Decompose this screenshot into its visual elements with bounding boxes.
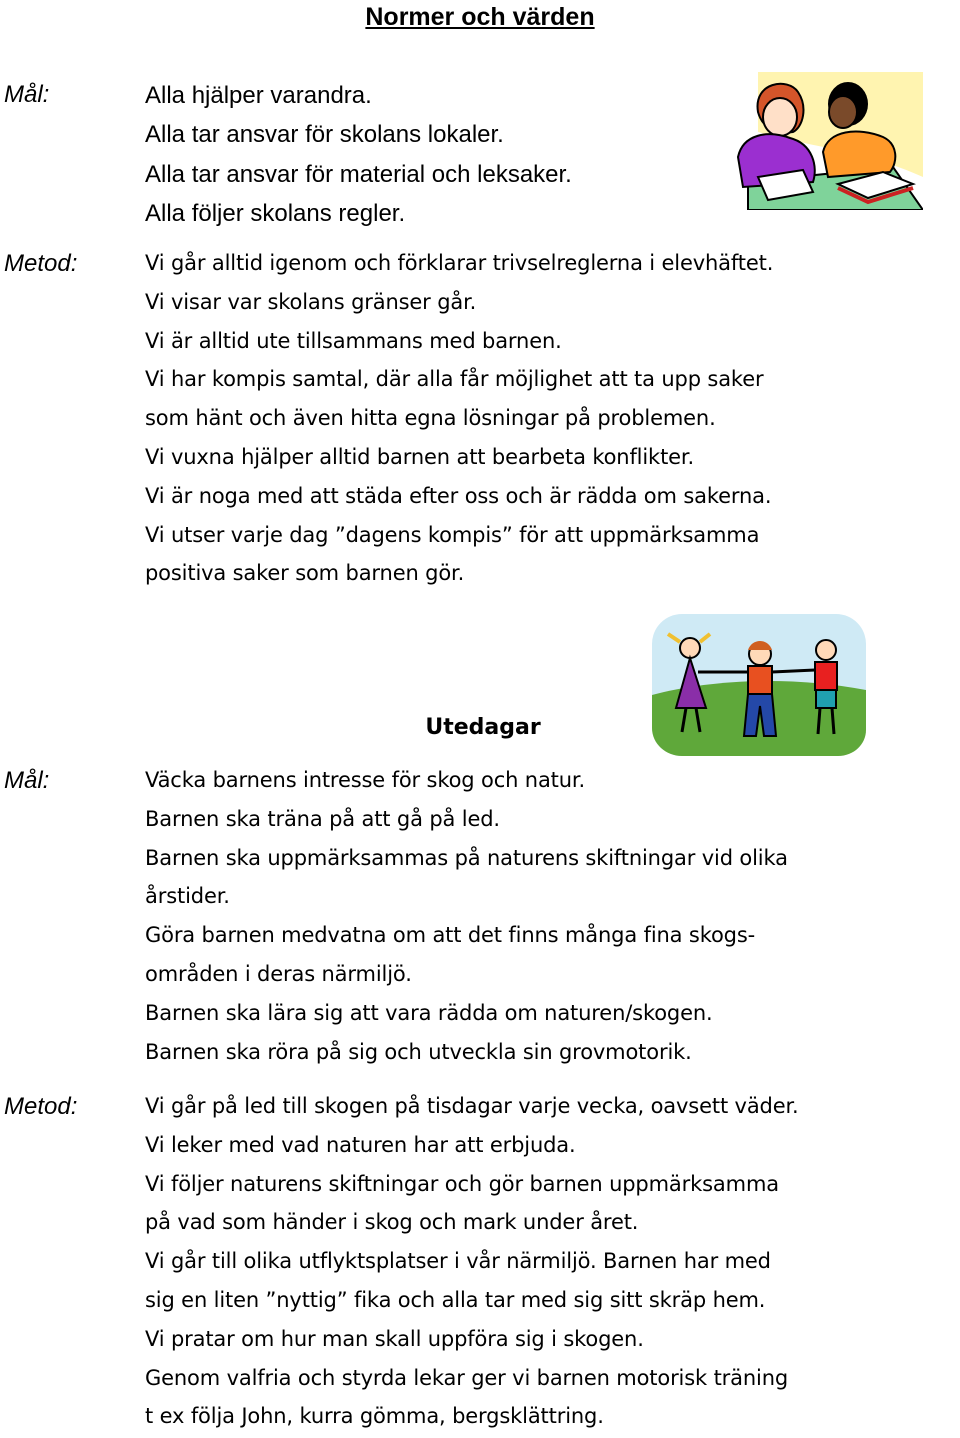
- children-holding-hands-icon: [648, 610, 870, 760]
- list-item: Barnen ska lära sig att vara rädda om naturen/skogen.: [145, 1000, 713, 1025]
- list-item: Alla tar ansvar för material och leksaker.: [145, 160, 572, 188]
- mal-label: Mål:: [4, 81, 50, 108]
- list-item: Barnen ska uppmärksammas på naturens skiftningar vid olika årstider.: [145, 845, 788, 909]
- list-item: Vi vuxna hjälper alltid barnen att bearbeta konflikter.: [145, 444, 694, 469]
- list-item: Väcka barnens intresse för skog och natur.: [145, 768, 585, 792]
- list-item: Vi visar var skolans gränser går.: [145, 289, 477, 314]
- list-item: Alla tar ansvar för skolans lokaler.: [145, 121, 504, 149]
- list-item: Vi är alltid ute tillsammans med barnen.: [145, 328, 562, 353]
- metod-label: Metod:: [4, 250, 78, 277]
- metod-list: [145, 244, 960, 593]
- list-item: Genom valfria och styrda lekar ger vi barnen motorisk träning t ex följa John, kurra gömma, bergsklättring.: [145, 1365, 789, 1429]
- list-item: Barnen ska träna på att gå på led.: [145, 806, 500, 831]
- list-item: Vi är noga med att städa efter oss och är rädda om sakerna.: [145, 483, 772, 508]
- list-item: Vi leker med vad naturen har att erbjuda.: [145, 1132, 576, 1157]
- list-item: Vi pratar om hur man skall uppföra sig i skogen.: [145, 1326, 644, 1351]
- section-heading: Utedagar: [425, 715, 541, 740]
- list-item: Alla hjälper varandra.: [145, 82, 372, 109]
- list-item: Vi följer naturens skiftningar och gör barnen uppmärksamma på vad som händer i skog och mark under året.: [145, 1171, 779, 1235]
- list-item: Alla följer skolans regler.: [145, 199, 406, 227]
- metod-list: [145, 1087, 960, 1436]
- mal-list: [145, 761, 960, 1071]
- list-item: Vi går till olika utflyktsplatser i vår närmiljö. Barnen har med sig en liten ”nyttig” fika och alla tar med sig sitt skräp hem.: [145, 1249, 771, 1312]
- metod-label: Metod:: [4, 1093, 78, 1120]
- list-item: Barnen ska röra på sig och utveckla sin grovmotorik.: [145, 1039, 692, 1064]
- list-item: Vi går på led till skogen på tisdagar varje vecka, oavsett väder.: [145, 1094, 799, 1118]
- list-item: Göra barnen medvatna om att det finns många fina skogs- områden i deras närmiljö.: [145, 923, 756, 986]
- list-item: Vi har kompis samtal, där alla får möjlighet att ta upp saker som hänt och även hitta egna lösningar på problemen.: [145, 367, 764, 431]
- list-item: Vi går alltid igenom och förklarar trivselreglerna i elevhäftet.: [145, 251, 774, 275]
- list-item: Vi utser varje dag ”dagens kompis” för att uppmärksamma positiva saker som barnen gör.: [145, 522, 760, 586]
- two-children-reading-icon: [718, 72, 923, 210]
- mal-label: Mål:: [4, 767, 50, 794]
- page-title: Normer och värden: [365, 3, 595, 31]
